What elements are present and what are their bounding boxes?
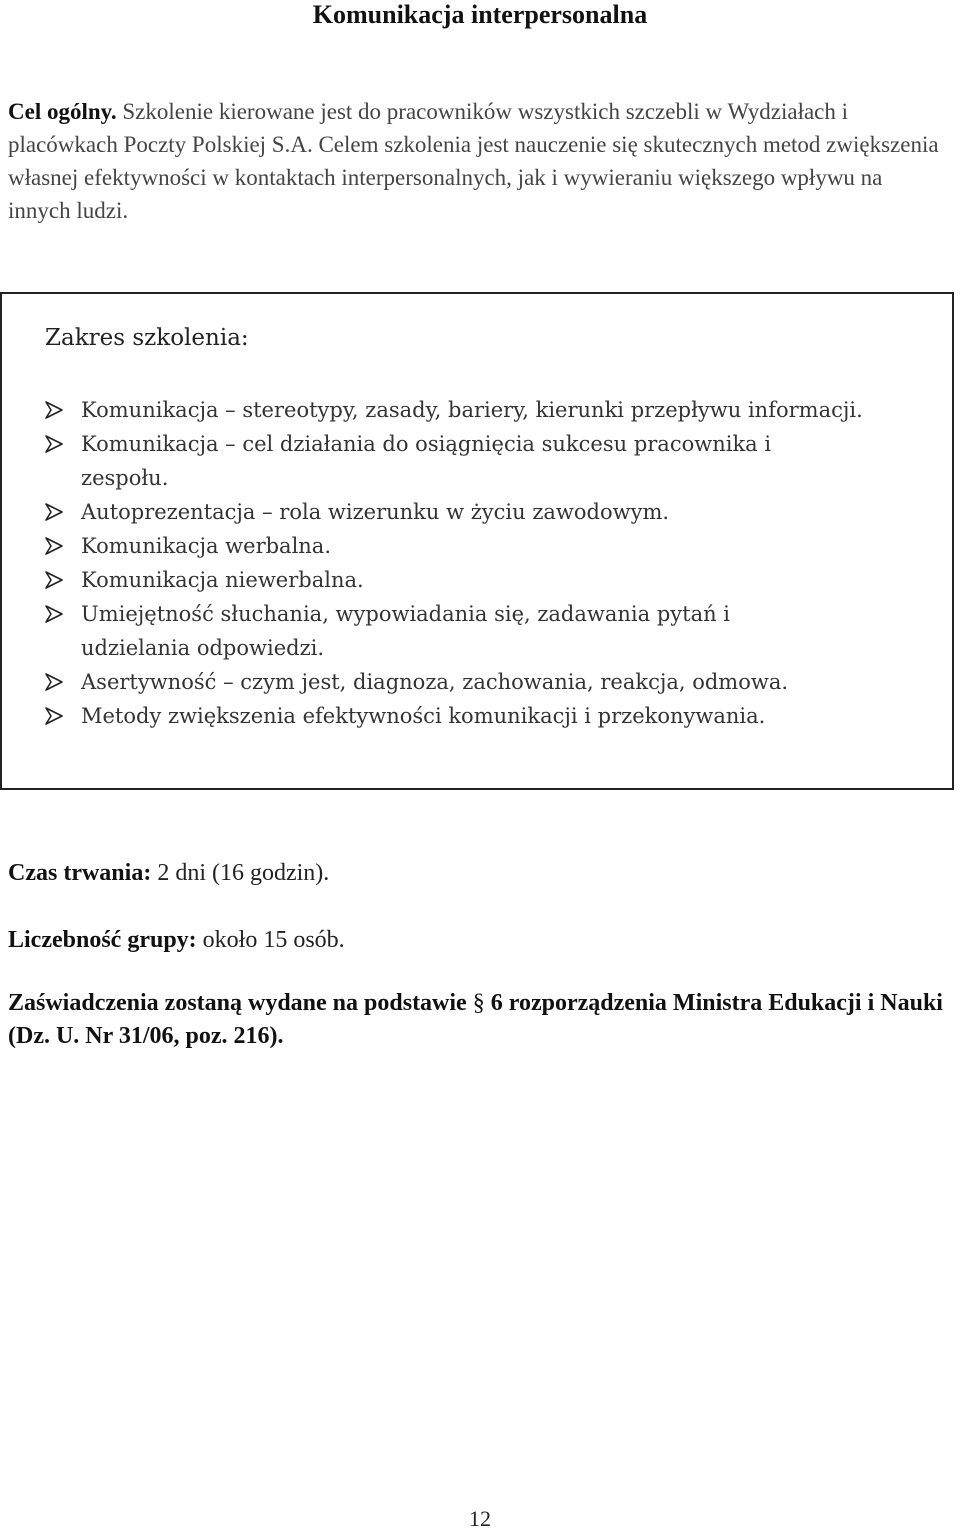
list-item [45,529,935,563]
scope-item-text: Asertywność – czym jest, diagnoza, zachowania, reakcja, odmowa. [81,670,789,694]
arrowhead-bullet-icon [45,495,81,521]
duration-line [8,857,329,890]
section-symbol: § [472,990,485,1016]
scope-item-text: Autoprezentacja – rola wizerunku w życiu zawodowym. [81,500,670,524]
certificate-text-before: Zaświadczenia zostaną wydane na podstawie [8,990,473,1016]
arrowhead-bullet-icon [45,699,81,725]
scope-item-text: Komunikacja niewerbalna. [81,568,364,592]
goal-text: Szkolenie kierowane jest do pracowników wszystkich szczebli w Wydziałach i placówkach Poczty Polskiej S.A. Celem szkolenia jest nauczenie się skutecznych metod zwiększenia własnej efektywności w kontaktach interpersonalnych, jak i wywieraniu większego wpływu na innych ludzi. [8,99,939,223]
list-item [45,699,935,733]
group-size-line [8,924,345,957]
scope-item-text: Umiejętność słuchania, wypowiadania się, zadawania pytań i udzielania odpowiedzi. [81,602,731,660]
list-item [45,495,935,529]
list-item [45,427,935,495]
scope-heading: Zakres szkolenia: [45,325,249,351]
arrowhead-bullet-icon [45,529,81,555]
arrowhead-bullet-icon [45,563,81,589]
certificate-text-after: 6 rozporządzenia Ministra Edukacji i Nauki (Dz. U. Nr 31/06, poz. 216). [8,990,943,1049]
scope-item-text: Komunikacja – stereotypy, zasady, bariery, kierunki przepływu informacji. [81,398,863,422]
duration-label: Czas trwania: [8,860,152,886]
goal-label: Cel ogólny. [8,99,117,124]
goal-paragraph [8,95,948,227]
list-item [45,597,935,665]
scope-item-text: Komunikacja – cel działania do osiągnięcia sukcesu pracownika i zespołu. [81,432,772,490]
scope-item-text: Komunikacja werbalna. [81,534,332,558]
list-item [45,563,935,597]
scope-item-text: Metody zwiększenia efektywności komunikacji i przekonywania. [81,704,766,728]
duration-value: 2 dni (16 godzin). [151,860,330,886]
arrowhead-bullet-icon [45,393,81,419]
scope-list [45,393,935,733]
page-number: 12 [469,1506,491,1531]
arrowhead-bullet-icon [45,597,81,623]
arrowhead-bullet-icon [45,665,81,691]
arrowhead-bullet-icon [45,427,81,453]
list-item [45,665,935,699]
group-size-value: około 15 osób. [196,927,345,953]
document-title: Komunikacja interpersonalna [312,0,648,29]
list-item [45,393,935,427]
group-size-label: Liczebność grupy: [8,927,197,953]
certificate-note [8,987,953,1053]
